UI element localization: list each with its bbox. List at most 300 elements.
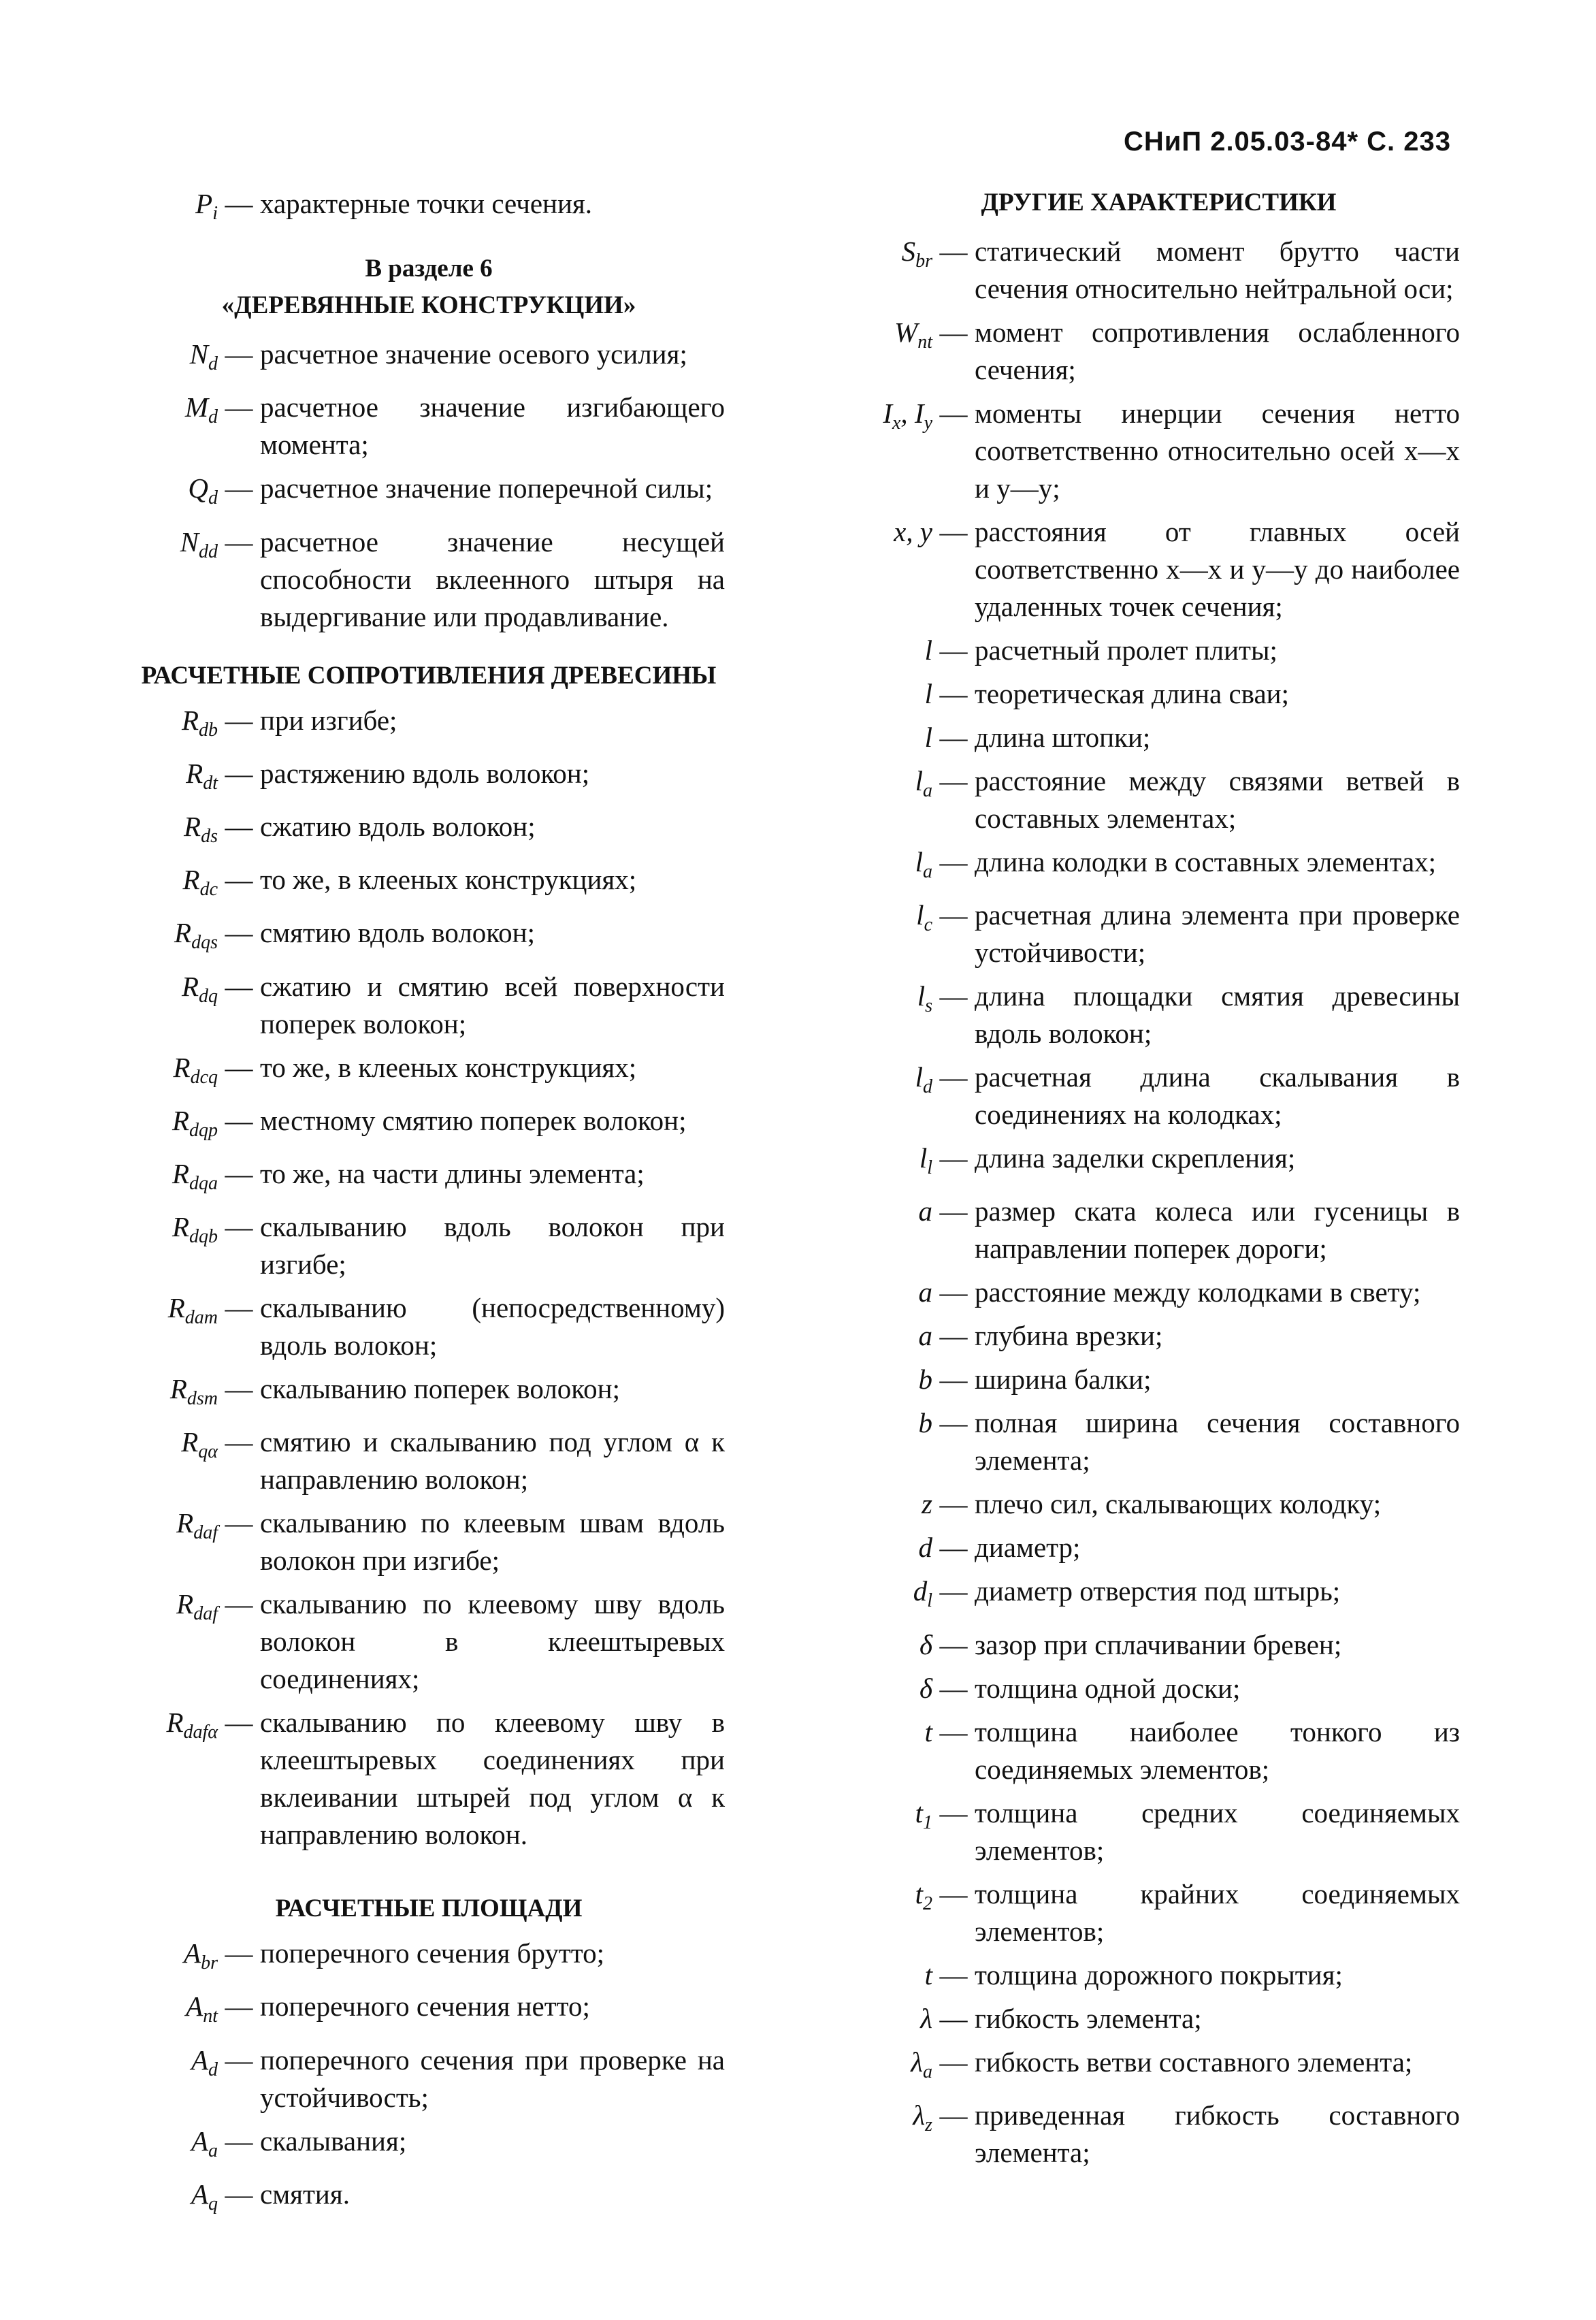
notation-entry — [858, 2044, 1460, 2091]
notation-symbol — [133, 808, 218, 855]
notation-symbol — [133, 1704, 218, 1751]
notation-description: растяжению вдоль волокон; — [260, 757, 590, 789]
notation-entry — [858, 395, 1460, 507]
notation-symbol — [858, 1875, 932, 1922]
notation-entry — [858, 1794, 1460, 1869]
notation-entry — [133, 2042, 725, 2116]
notation-entry — [133, 861, 725, 908]
notation-symbol — [858, 1670, 932, 1707]
symbol-base: l — [915, 1061, 923, 1093]
symbol-base: a — [918, 1195, 932, 1227]
notation-symbol — [858, 1193, 932, 1230]
symbol-base: R — [181, 704, 199, 736]
notation-description: скалыванию вдоль волокон при изгибе; — [260, 1211, 725, 1280]
characteristics-list — [858, 233, 1460, 2172]
notation-entry — [133, 1988, 725, 2035]
notation-symbol — [858, 1140, 932, 1187]
symbol-base: I — [914, 398, 924, 429]
notation-symbol — [133, 336, 218, 383]
notation-symbol — [858, 1626, 932, 1664]
notation-entry — [133, 1370, 725, 1417]
notation-description: местному смятию поперек волокон; — [260, 1104, 687, 1136]
notation-entry — [858, 843, 1460, 890]
notation-description: смятию вдоль волокон; — [260, 917, 535, 949]
symbol-subscript: nt — [203, 2005, 218, 2027]
notation-entry — [133, 389, 725, 464]
notation-dash: — — [225, 1292, 253, 1324]
symbol-base: N — [189, 338, 208, 370]
notation-description: поперечного сечения при проверке на устойчивость; — [260, 2044, 725, 2113]
notation-dash: — — [225, 2125, 253, 2157]
symbol-base: l — [916, 899, 924, 931]
symbol-subscript: ds — [201, 826, 218, 848]
notation-description: сжатию и смятию всей поверхности поперек волокон; — [260, 970, 725, 1040]
notation-symbol — [133, 968, 218, 1015]
notation-dash: — — [939, 1320, 968, 1352]
page-header: СНиП 2.05.03-84* С. 233 — [1123, 127, 1451, 157]
notation-symbol — [858, 632, 932, 669]
notation-symbol — [858, 1485, 932, 1523]
notation-symbol — [133, 185, 218, 232]
notation-dash: — — [225, 757, 253, 789]
symbol-subscript: d — [208, 406, 218, 428]
symbol-subscript: dafα — [183, 1722, 218, 1743]
notation-dash: — — [225, 2044, 253, 2076]
notation-symbol — [858, 675, 932, 713]
symbol-subscript: 1 — [923, 1811, 932, 1833]
symbol-base: R — [166, 1707, 184, 1739]
notation-dash: — — [225, 1588, 253, 1620]
symbol-subscript: dc — [199, 879, 218, 901]
symbol-subscript: dd — [199, 541, 218, 562]
notation-description: длина штопки; — [975, 722, 1151, 753]
symbol-base: R — [181, 970, 199, 1002]
symbol-base: A — [191, 2178, 208, 2210]
symbol-subscript: a — [923, 780, 932, 802]
notation-description: глубина врезки; — [975, 1320, 1163, 1352]
symbol-base: l — [915, 846, 923, 877]
notation-symbol — [858, 1361, 932, 1398]
notation-description: расчетное значение осевого усилия; — [260, 338, 687, 370]
notation-symbol — [133, 2123, 218, 2170]
symbol-base: d — [918, 1532, 932, 1564]
notation-symbol — [133, 2042, 218, 2089]
notation-description: расчетное значение несущей способности вклеенного штыря на выдергивание или продавливание. — [260, 526, 725, 632]
notation-entry — [858, 1059, 1460, 1133]
symbol-subscript: dq — [199, 985, 218, 1007]
symbol-base: I — [883, 398, 892, 429]
notation-description: смятия. — [260, 2178, 350, 2210]
notation-dash: — — [939, 1061, 968, 1093]
notation-dash: — — [225, 1373, 253, 1405]
notation-description: сжатию вдоль волокон; — [260, 810, 536, 842]
notation-entry — [858, 1193, 1460, 1268]
notation-dash: — — [225, 864, 253, 896]
notation-dash: — — [939, 678, 968, 709]
symbol-subscript: x — [892, 413, 901, 434]
symbol-subscript: br — [915, 251, 932, 272]
symbol-subscript: l — [927, 1157, 932, 1179]
notation-entry — [858, 762, 1460, 837]
notation-entry — [133, 1102, 725, 1149]
notation-symbol — [858, 1956, 932, 1994]
symbol-subscript: dqa — [189, 1173, 218, 1195]
notation-description: длина колодки в составных элементах; — [975, 846, 1437, 877]
notation-symbol — [858, 1713, 932, 1751]
notation-dash: — — [225, 1991, 253, 2023]
notation-dash: — — [939, 1488, 968, 1520]
notation-entry — [858, 1956, 1460, 1994]
notation-symbol — [133, 914, 218, 961]
notation-description: скалыванию по клеевому шву вдоль волокон в клеештыревых соединениях; — [260, 1588, 725, 1695]
symbol-subscript: y — [924, 413, 932, 434]
notation-entry — [133, 185, 725, 232]
notation-dash: — — [939, 722, 968, 753]
notation-entry — [858, 1875, 1460, 1950]
symbol-base: R — [184, 810, 201, 842]
notation-dash: — — [939, 1575, 968, 1607]
notation-dash: — — [225, 970, 253, 1002]
notation-symbol: $I_x$, $I_y$ — [883, 398, 932, 434]
notation-description: при изгибе; — [260, 704, 397, 736]
notation-entry — [133, 1155, 725, 1202]
notation-entry — [133, 755, 725, 802]
notation-symbol — [133, 1208, 218, 1255]
symbol-subscript: s — [925, 995, 932, 1017]
notation-description: полная ширина сечения составного элемента; — [975, 1407, 1460, 1477]
right-column — [858, 185, 1460, 2178]
notation-symbol — [133, 1988, 218, 2035]
notation-entry — [858, 978, 1460, 1052]
notation-symbol — [858, 1059, 932, 1106]
symbol-subscript: z — [925, 2114, 932, 2136]
notation-dash: — — [939, 1195, 968, 1227]
notation-symbol — [858, 762, 932, 809]
notation-symbol — [133, 861, 218, 908]
left-column — [133, 185, 725, 2229]
notation-entry — [133, 336, 725, 383]
notation-description: статический момент брутто части сечения относительно нейтральной оси; — [975, 236, 1460, 304]
notation-entry — [858, 1485, 1460, 1523]
symbol-subscript: a — [923, 2061, 932, 2082]
symbol-base: δ — [919, 1672, 932, 1704]
notation-description: характерные точки сечения. — [260, 188, 593, 219]
symbol-subscript: c — [924, 914, 932, 936]
symbol-base: b — [918, 1407, 932, 1439]
notation-entry — [858, 1140, 1460, 1187]
notation-dash: — — [225, 917, 253, 949]
notation-entry — [133, 1289, 725, 1364]
symbol-base: a — [918, 1276, 932, 1308]
notation-dash: — — [939, 398, 968, 429]
symbol-subscript: q — [208, 2193, 218, 2214]
notation-description: то же, на части длины элемента; — [260, 1157, 645, 1189]
notation-symbol — [858, 1529, 932, 1566]
notation-description: расчетное значение поперечной силы; — [260, 472, 713, 504]
notation-entry — [133, 968, 725, 1043]
notation-dash: — — [939, 2099, 968, 2131]
notation-description: скалыванию поперек волокон; — [260, 1373, 620, 1405]
notation-symbol — [133, 389, 218, 436]
symbol-base: l — [917, 980, 926, 1012]
notation-entry — [858, 897, 1460, 971]
symbol-subscript: i — [212, 203, 218, 225]
symbol-base: l — [924, 678, 932, 709]
symbol-base: A — [191, 2125, 208, 2157]
notation-entry — [858, 1573, 1460, 1620]
symbol-base: R — [167, 1292, 185, 1324]
symbol-base: l — [915, 765, 923, 796]
notation-dash: — — [225, 1937, 253, 1969]
symbol-base: A — [184, 1937, 201, 1969]
notation-dash: — — [225, 1211, 253, 1243]
notation-dash: — — [939, 317, 968, 348]
notation-symbol — [133, 470, 218, 517]
symbol-subscript: dam — [184, 1307, 218, 1329]
notation-description: толщина дорожного покрытия; — [975, 1959, 1343, 1991]
symbol-base: R — [169, 1373, 187, 1405]
notation-symbol — [133, 755, 218, 802]
notation-description: толщина наиболее тонкого из соединяемых элементов; — [975, 1715, 1460, 1785]
notation-entry — [858, 1626, 1460, 1664]
notation-description: моменты инерции сечения нетто соответственно относительно осей x—x и y—y; — [975, 398, 1460, 504]
notation-description: диаметр; — [975, 1532, 1081, 1564]
forces-list — [133, 336, 725, 635]
symbol-base: R — [172, 1104, 189, 1136]
symbol-subscript: daf — [193, 1522, 218, 1544]
symbol-subscript: d — [208, 487, 218, 509]
notation-symbol — [133, 1370, 218, 1417]
notation-symbol — [133, 1289, 218, 1336]
notation-symbol — [858, 1794, 932, 1841]
notation-description: расчетный пролет плиты; — [975, 634, 1277, 666]
notation-description: толщина одной доски; — [975, 1672, 1241, 1704]
notation-dash: — — [225, 810, 253, 842]
notation-entry — [858, 314, 1460, 389]
notation-entry — [858, 2000, 1460, 2037]
notation-dash: — — [939, 765, 968, 796]
notation-symbol — [858, 1317, 932, 1355]
symbol-subscript: dcq — [190, 1066, 218, 1088]
symbol-base: λ — [913, 2099, 926, 2131]
notation-symbol — [133, 1155, 218, 1202]
symbol-base: b — [918, 1364, 932, 1396]
symbol-base: R — [173, 1051, 191, 1083]
symbol-base: A — [186, 1991, 203, 2023]
notation-entry — [133, 470, 725, 517]
notation-symbol — [858, 978, 932, 1025]
notation-dash: — — [939, 846, 968, 877]
notation-description: то же, в клееных конструкциях; — [260, 1051, 637, 1083]
notation-description: размер ската колеса или гусеницы в направлении поперек дороги; — [975, 1195, 1460, 1265]
notation-description: гибкость элемента; — [975, 2002, 1202, 2034]
notation-dash: — — [225, 472, 253, 504]
symbol-subscript: qα — [198, 1441, 218, 1463]
notation-dash: — — [225, 1157, 253, 1189]
notation-dash: — — [939, 1959, 968, 1991]
notation-symbol — [858, 513, 932, 551]
notation-symbol — [858, 233, 932, 280]
notation-entry — [133, 1935, 725, 1982]
notation-description: длина заделки скрепления; — [975, 1142, 1296, 1174]
notation-symbol — [858, 1404, 932, 1442]
notation-description: теоретическая длина сваи; — [975, 678, 1290, 709]
notation-dash: — — [939, 1532, 968, 1564]
notation-description: диаметр отверстия под штырь; — [975, 1575, 1341, 1607]
symbol-subscript: 2 — [923, 1892, 932, 1914]
notation-description: зазор при сплачивании бревен; — [975, 1628, 1342, 1660]
notation-symbol — [133, 1585, 218, 1632]
notation-description: ширина балки; — [975, 1364, 1152, 1396]
symbol-base: l — [924, 634, 932, 666]
notation-description: момент сопротивления ослабленного сечения; — [975, 317, 1460, 385]
notation-dash: — — [939, 1276, 968, 1308]
notation-entry — [133, 2176, 725, 2223]
symbol-subscript: d — [923, 1076, 932, 1098]
symbol-base: z — [922, 1488, 932, 1520]
notation-description: скалыванию по клеевым швам вдоль волокон при изгибе; — [260, 1507, 725, 1577]
notation-dash: — — [939, 1715, 968, 1747]
notation-entry — [133, 1585, 725, 1698]
symbol-subscript: db — [199, 719, 218, 741]
notation-entry — [858, 632, 1460, 669]
symbol-base: a — [918, 1320, 932, 1352]
notation-dash: — — [939, 516, 968, 547]
notation-description: плечо сил, скалывающих колодку; — [975, 1488, 1382, 1520]
symbol-base: S — [901, 236, 916, 267]
notation-dash: — — [225, 2178, 253, 2210]
notation-entry — [858, 233, 1460, 308]
notation-symbol — [858, 843, 932, 890]
notation-symbol — [858, 719, 932, 756]
symbol-base: R — [181, 1426, 199, 1458]
symbol-base: t — [924, 1959, 932, 1991]
notation-dash: — — [939, 1142, 968, 1174]
symbol-subscript: a — [208, 2140, 218, 2161]
symbol-base: δ — [919, 1628, 932, 1660]
notation-dash: — — [939, 1797, 968, 1828]
notation-symbol — [133, 1504, 218, 1551]
notation-entry — [858, 1317, 1460, 1355]
symbol-base: λ — [911, 2046, 923, 2078]
symbol-base: t — [915, 1878, 923, 1910]
notation-entry — [858, 1713, 1460, 1788]
notation-description: скалывания; — [260, 2125, 407, 2157]
notation-entry — [858, 1529, 1460, 1566]
symbol-base: W — [894, 317, 918, 348]
notation-description: гибкость ветви составного элемента; — [975, 2046, 1413, 2078]
notation-dash: — — [939, 1878, 968, 1910]
symbol-base: t — [924, 1715, 932, 1747]
notation-entry — [133, 808, 725, 855]
areas-list — [133, 1935, 725, 2223]
notation-symbol — [133, 1423, 218, 1470]
symbol-base: x, y — [894, 516, 932, 547]
notation-description: поперечного сечения брутто; — [260, 1937, 605, 1969]
notation-dash: — — [939, 980, 968, 1012]
notation-entry — [133, 1208, 725, 1283]
symbol-subscript: nt — [917, 332, 932, 353]
symbol-subscript: dqp — [189, 1119, 218, 1141]
notation-symbol — [858, 314, 932, 361]
notation-entry — [133, 1049, 725, 1096]
notation-description: то же, в клееных конструкциях; — [260, 864, 637, 896]
resist-heading: РАСЧЕТНЫЕ СОПРОТИВЛЕНИЯ ДРЕВЕСИНЫ — [141, 661, 717, 690]
notation-symbol — [858, 2097, 932, 2144]
notation-dash: — — [225, 526, 253, 558]
notation-entry — [858, 1404, 1460, 1479]
notation-dash: — — [225, 1104, 253, 1136]
notation-dash: — — [225, 391, 253, 423]
symbol-base: l — [919, 1142, 928, 1174]
notation-dash: — — [939, 2002, 968, 2034]
notation-dash: — — [939, 1672, 968, 1704]
notation-dash: — — [939, 2046, 968, 2078]
notation-symbol — [858, 2000, 932, 2037]
symbol-base: λ — [920, 2002, 932, 2034]
symbol-base: R — [174, 917, 192, 949]
notation-entry — [133, 1423, 725, 1498]
notation-symbol — [858, 2044, 932, 2091]
notation-dash: — — [225, 1507, 253, 1539]
symbol-subscript: d — [208, 353, 218, 375]
notation-entry — [133, 914, 725, 961]
symbol-base: Q — [188, 472, 208, 504]
notation-dash: — — [939, 634, 968, 666]
notation-symbol — [858, 897, 932, 944]
notation-dash: — — [225, 1051, 253, 1083]
notation-dash: — — [225, 1426, 253, 1458]
notation-description: расстояние между связями ветвей в составных элементах; — [975, 765, 1460, 834]
notation-entry — [133, 1504, 725, 1579]
symbol-base: d — [913, 1575, 928, 1607]
notation-description: поперечного сечения нетто; — [260, 1991, 590, 2023]
notation-description: расстояния от главных осей соответственно x—x и y—y до наиболее удаленных точек сечения; — [975, 516, 1460, 622]
symbol-base: P — [195, 188, 213, 219]
symbol-base: A — [191, 2044, 208, 2076]
notation-dash: — — [939, 1364, 968, 1396]
notation-entry — [858, 719, 1460, 756]
symbol-base: N — [180, 526, 199, 558]
notation-dash: — — [939, 1628, 968, 1660]
symbol-base: R — [176, 1588, 194, 1620]
notation-dash: — — [939, 1407, 968, 1439]
notation-entry — [133, 2123, 725, 2170]
symbol-base: l — [924, 722, 932, 753]
notation-symbol — [133, 1102, 218, 1149]
section-name: «ДЕРЕВЯННЫЕ КОНСТРУКЦИИ» — [221, 291, 636, 320]
notation-symbol — [858, 1573, 932, 1620]
symbol-subscript: a — [923, 861, 932, 883]
notation-description: скалыванию (непосредственному) вдоль волокон; — [260, 1292, 725, 1362]
notation-description: длина площадки смятия древесины вдоль волокон; — [975, 980, 1460, 1050]
symbol-base: R — [172, 1157, 189, 1189]
notation-entry — [858, 1670, 1460, 1707]
notation-entry — [858, 1274, 1460, 1311]
notation-entry — [858, 1361, 1460, 1398]
notation-description: расчетная длина скалывания в соединениях на колодках; — [975, 1061, 1460, 1131]
symbol-base: R — [186, 757, 203, 789]
notation-symbol — [858, 1274, 932, 1311]
notation-symbol — [133, 1049, 218, 1096]
notation-symbol — [133, 1935, 218, 1982]
notation-entry — [133, 702, 725, 749]
symbol-subscript: dqs — [191, 932, 218, 954]
notation-entry — [858, 513, 1460, 626]
notation-dash: — — [225, 188, 253, 219]
areas-heading: РАСЧЕТНЫЕ ПЛОЩАДИ — [275, 1895, 583, 1923]
notation-entry — [133, 523, 725, 636]
